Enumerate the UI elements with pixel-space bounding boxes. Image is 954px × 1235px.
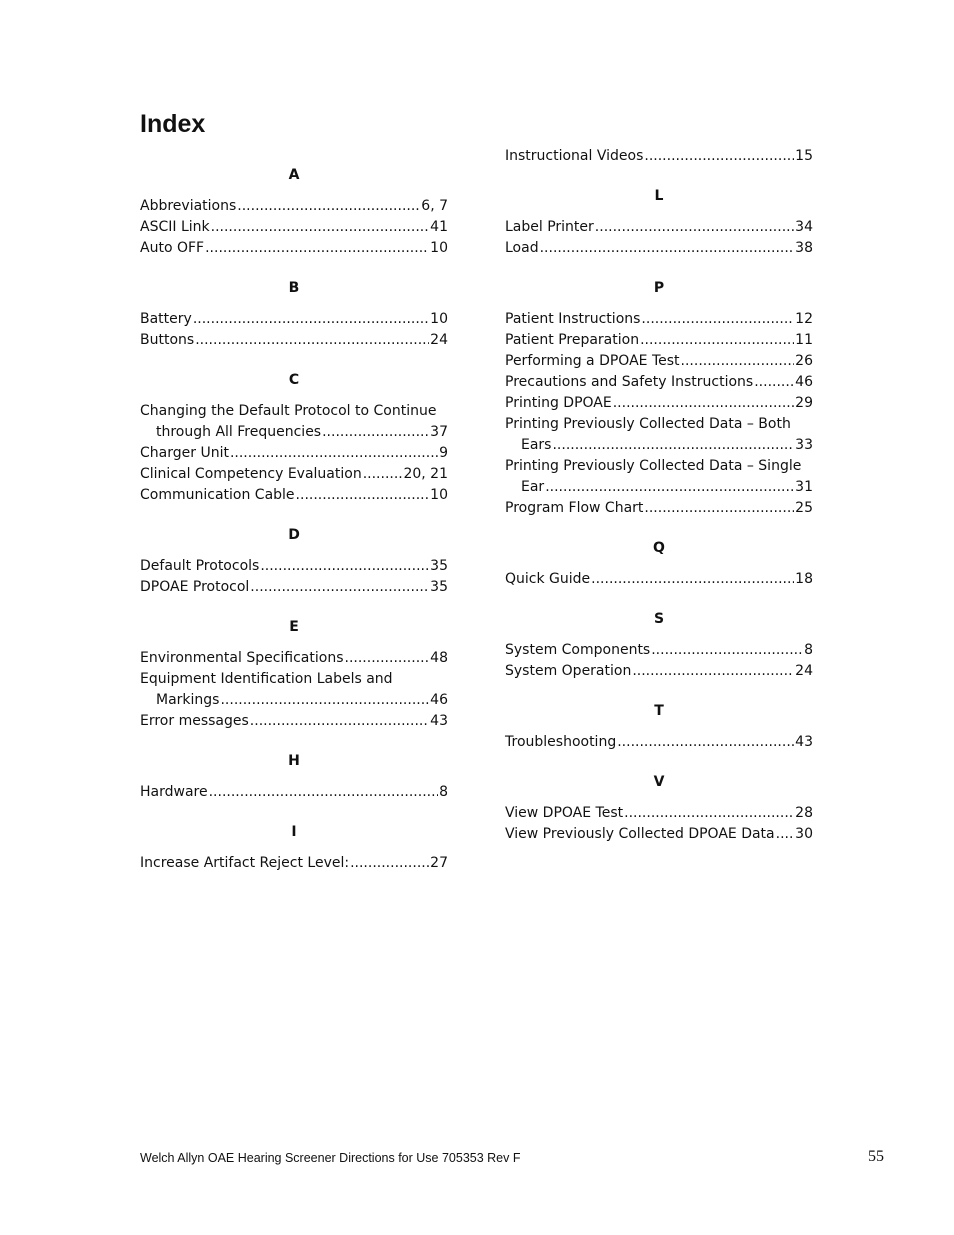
entry-page: 8 [439,784,448,800]
section-letter: L [654,188,664,204]
index-entry [140,853,448,874]
entry-page: 8 [804,642,813,658]
index-section [505,186,813,259]
dot-leader [651,640,803,661]
entry-name: DPOAE Protocol [140,579,250,595]
index-entry [140,711,448,732]
entry-page: 34 [795,219,813,235]
entry-name: Buttons [140,332,195,348]
entry-name: Battery [140,311,192,327]
dot-leader [644,498,794,519]
dot-leader [644,146,794,167]
section-letter: D [288,527,300,543]
index-entry [505,146,813,167]
entry-name: View Previously Collected DPOAE Data [505,826,775,842]
index-entry [505,217,813,238]
index-section [140,822,448,874]
entry-name: ASCII Link [140,219,210,235]
dot-leader [363,464,403,485]
index-entry [140,648,448,669]
index-section [505,701,813,753]
dot-leader [624,803,794,824]
entry-continuation [140,422,448,443]
section-letter: E [289,619,299,635]
dot-leader [345,648,430,669]
entry-page: 37 [430,424,448,440]
index-section [505,146,813,167]
index-entry [505,456,813,498]
entry-name: Performing a DPOAE Test [505,353,680,369]
index-entry [505,351,813,372]
index-entry [505,238,813,259]
index-column-left [140,165,448,893]
entry-page: 27 [430,855,448,871]
entry-page: 28 [795,805,813,821]
index-entry [140,782,448,803]
section-letter: T [654,703,664,719]
index-section [140,751,448,803]
index-entry [140,217,448,238]
entry-name: Hardware [140,784,208,800]
entry-name: Program Flow Chart [505,500,644,516]
entry-name: Printing Previously Collected Data – Both [505,416,791,432]
page-title: Index [140,110,206,138]
index-section [140,525,448,598]
dot-leader [591,569,794,590]
dot-leader [552,435,794,456]
index-column-right [505,146,813,864]
entry-page: 46 [795,374,813,390]
index-entry [505,803,813,824]
entry-page: 29 [795,395,813,411]
index-entry [505,309,813,330]
entry-name: Abbreviations [140,198,237,214]
entry-name: Patient Instructions [505,311,641,327]
entry-name: Label Printer [505,219,594,235]
dot-leader [540,238,795,259]
index-section [505,609,813,682]
section-letter: V [653,774,665,790]
index-section [505,772,813,845]
entry-page: 48 [430,650,448,666]
entry-page: 26 [795,353,813,369]
index-entry [140,443,448,464]
entry-page: 38 [795,240,813,256]
entry-name: Precautions and Safety Instructions [505,374,754,390]
entry-page: 30 [795,826,813,842]
dot-leader [641,309,794,330]
section-letter: P [653,280,665,296]
index-entry [140,485,448,506]
entry-name: Equipment Identification Labels and [140,671,393,687]
index-entry [505,414,813,456]
footer-text: Welch Allyn OAE Hearing Screener Directions for Use 705353 Rev F [140,1151,521,1165]
dot-leader [632,661,794,682]
dot-leader [595,217,794,238]
section-letter: I [291,824,297,840]
entry-name: Instructional Videos [505,148,644,164]
entry-name: Quick Guide [505,571,591,587]
dot-leader [205,238,429,259]
dot-leader [237,196,420,217]
index-entry [505,661,813,682]
entry-name: Troubleshooting [505,734,617,750]
dot-leader [209,782,438,803]
entry-name: Increase Artifact Reject Level: [140,855,350,871]
dot-leader [250,577,429,598]
index-entry [505,824,813,845]
index-entry [505,732,813,753]
entry-name: Load [505,240,539,256]
dot-leader [640,330,794,351]
entry-name-continued: Ears [521,437,552,453]
index-entry [505,372,813,393]
entry-page: 20, 21 [403,466,448,482]
dot-leader [193,309,429,330]
entry-name: Error messages [140,713,249,729]
entry-page: 35 [430,579,448,595]
section-letter: A [288,167,300,183]
index-entry [140,309,448,330]
entry-page: 12 [795,311,813,327]
dot-leader [754,372,794,393]
dot-leader [681,351,795,372]
index-entry [140,577,448,598]
entry-page: 10 [430,487,448,503]
dot-leader [322,422,429,443]
index-section [505,538,813,590]
dot-leader [250,711,429,732]
index-entry [140,669,448,711]
entry-page: 6, 7 [421,198,448,214]
index-entry [140,464,448,485]
entry-name: Clinical Competency Evaluation [140,466,362,482]
section-letter: B [288,280,300,296]
entry-page: 25 [795,500,813,516]
entry-name: Printing Previously Collected Data – Single [505,458,802,474]
dot-leader [195,330,429,351]
index-section [140,165,448,259]
entry-name: Communication Cable [140,487,295,503]
section-letter: H [288,753,300,769]
dot-leader [776,824,795,845]
entry-page: 24 [795,663,813,679]
entry-name: Changing the Default Protocol to Continue [140,403,437,419]
entry-page: 46 [430,692,448,708]
entry-continuation [140,690,448,711]
entry-page: 31 [795,479,813,495]
index-entry [505,569,813,590]
section-letter: C [288,372,300,388]
dot-leader [617,732,794,753]
index-entry [140,196,448,217]
entry-name-continued: through All Frequencies [156,424,322,440]
entry-name: Default Protocols [140,558,260,574]
entry-page: 41 [430,219,448,235]
dot-leader [545,477,794,498]
entry-page: 10 [430,311,448,327]
dot-leader [296,485,430,506]
entry-page: 35 [430,558,448,574]
index-entry [140,401,448,443]
index-entry [140,238,448,259]
index-entry [140,330,448,351]
entry-name: Printing DPOAE [505,395,612,411]
entry-page: 9 [439,445,448,461]
index-entry [505,330,813,351]
dot-leader [260,556,429,577]
entry-name: View DPOAE Test [505,805,624,821]
dot-leader [613,393,794,414]
entry-name-continued: Markings [156,692,220,708]
entry-continuation [505,435,813,456]
dot-leader [230,443,438,464]
entry-page: 10 [430,240,448,256]
entry-name: Patient Preparation [505,332,640,348]
dot-leader [211,217,430,238]
entry-name: Auto OFF [140,240,205,256]
index-section [140,370,448,506]
entry-name: System Operation [505,663,632,679]
index-entry [505,498,813,519]
index-section [505,278,813,519]
section-letter: Q [653,540,665,556]
index-entry [505,393,813,414]
entry-page: 15 [795,148,813,164]
index-entry [505,640,813,661]
entry-page: 33 [795,437,813,453]
dot-leader [350,853,429,874]
entry-name: Charger Unit [140,445,229,461]
entry-page: 24 [430,332,448,348]
entry-page: 11 [795,332,813,348]
dot-leader [220,690,429,711]
entry-page: 43 [430,713,448,729]
index-section [140,617,448,732]
entry-page: 43 [795,734,813,750]
index-section [140,278,448,351]
entry-page: 18 [795,571,813,587]
entry-name-continued: Ear [521,479,545,495]
section-letter: S [653,611,665,627]
entry-continuation [505,477,813,498]
entry-name: System Components [505,642,651,658]
page-number: 55 [868,1148,884,1165]
entry-name: Environmental Specifications [140,650,344,666]
index-entry [140,556,448,577]
